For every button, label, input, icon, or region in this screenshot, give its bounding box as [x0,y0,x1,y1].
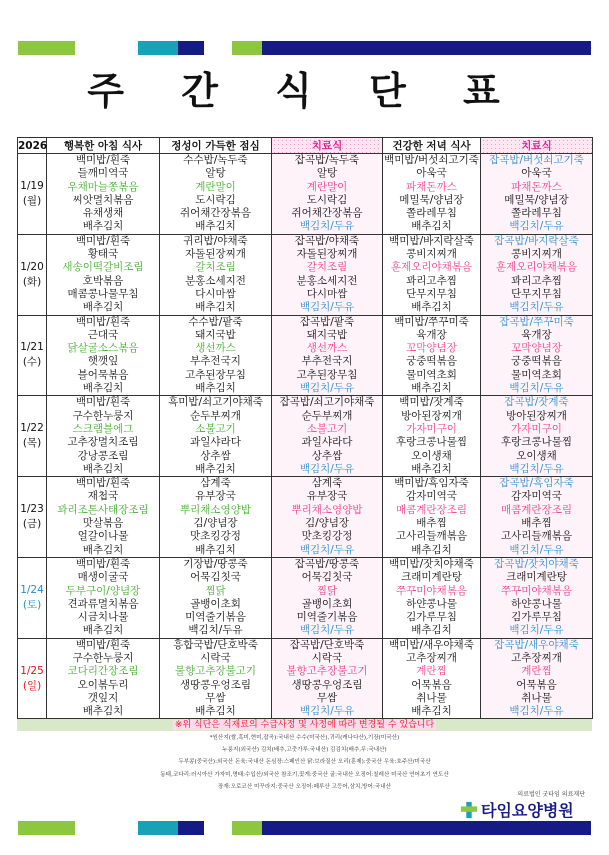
menu-item: 갯잎지 [87,691,119,704]
lunch-cell [160,154,272,235]
menu-item: 백미밥/잣치야채죽 [389,557,474,570]
menu-item: 갈치조림 [195,261,236,274]
menu-item: 오이생채 [516,449,557,462]
menu-item: 배추김치 [411,301,452,314]
menu-item: 백김치/두유 [509,382,564,395]
weekday-label: (토) [22,598,42,611]
menu-item: 가자미구이 [511,422,562,435]
menu-item: 배추김치 [82,382,124,395]
menu-item: 잡곡밥/흑임자죽 [499,477,574,490]
menu-item: 하얀콩나물 [511,597,562,610]
menu-item: 파채돈까스 [406,180,457,193]
menu-item: 고사리들깨볶음 [395,530,467,543]
menu-item: 어묵김칫국 [301,571,353,584]
menu-item: 잡곡밥/잣치야채죽 [494,557,579,570]
lunch-diet-cell [272,396,383,477]
menu-item: 유채생채 [82,207,124,220]
date-cell [18,315,47,396]
menu-item: 하얀콩나물 [406,597,457,610]
bottom-color-bar [18,821,591,835]
menu-item: 감자미역국 [511,490,562,503]
dinner-cell [383,234,481,315]
menu-item: 다시마쌈 [306,287,348,300]
menu-item: 잡곡밥/새우야채죽 [494,638,579,651]
menu-item: 고추된장무침 [185,368,246,381]
lunch-diet-cell [272,477,383,558]
menu-item: 배추김치 [82,462,124,475]
dinner-diet-cell [481,315,593,396]
menu-item: 맛초킹강정 [301,530,353,543]
menu-item: 시금치나물 [77,611,129,624]
menu-item: 고추장찌개 [511,651,562,664]
menu-item: 백김치/두유 [509,301,564,314]
origin-line: 누룽지(외국산) 김치(배추,고춧가루:국내산) 김김치(배추,무:국내산) [222,747,387,754]
menu-item: 백미밥/버섯쇠고기죽 [384,154,479,166]
menu-item: 수수밥/녹두죽 [183,154,248,166]
menu-item: 도시락김 [195,193,236,206]
menu-item: 과일샤라다 [190,436,241,449]
menu-item: 꽈리조톤사태장조림 [57,503,149,516]
menu-item: 계란찜 [416,665,447,678]
menu-item: 쭈꾸미야채볶음 [500,584,572,597]
menu-item: 배추김치 [411,624,452,637]
menu-item: 육개장 [521,328,552,341]
menu-item: 배추김치 [82,301,124,314]
breakfast-cell [47,557,160,638]
menu-item: 배추찜 [416,517,447,530]
menu-item: 계란말이 [195,180,236,193]
menu-item: 백김치/두유 [299,543,355,556]
menu-item: 잡곡밥/바지락살죽 [494,234,579,247]
menu-item: 배추김치 [82,705,124,718]
lunch-header: 정성이 가득한 점심 [160,138,272,154]
menu-item: 구수한누룽지 [72,651,134,664]
menu-item: 배추김치 [195,543,236,556]
menu-item: 꼬막양념장 [511,342,562,355]
menu-item: 스크램블에그 [72,422,134,435]
lunch-diet-cell [272,154,383,235]
menu-item: 견과류멸치볶음 [67,597,139,610]
menu-item: 맛초킹강정 [190,530,241,543]
menu-item: 불향고추장불고기 [174,665,257,678]
menu-row [18,477,593,558]
menu-item: 잡곡밥/쇠고기야채죽 [279,396,375,409]
menu-item: 알탕 [205,167,226,180]
dinner-diet-cell [481,477,593,558]
origin-line: *원산지(쌀,흑미,현미,잡곡):국내산 수수(미국산),귀리(캐나다산),기장(미국산) [209,735,400,741]
menu-item: 잡곡밥/버섯쇠고기죽 [489,154,584,166]
menu-item: 수수밥/팥죽 [188,315,243,328]
origin-line: 동태,코다리:러시아산 가자미,명태:수입산/외국산 참조기,꽃게:중국산 굴:국내산 오징어:칠레산 미국산 연어초기 연도산 [160,771,449,778]
date-label: 1/25 [20,664,44,677]
menu-item: 배추김치 [82,220,124,233]
lunch-cell [160,638,272,719]
menu-item: 감자미역국 [406,490,457,503]
dinner-diet-header: 치료식 [481,138,593,154]
menu-item: 백김치/두유 [188,624,243,637]
menu-item: 쫄라레무침 [406,207,457,220]
menu-item: 시락국 [311,651,343,664]
menu-item: 백미밥/흰죽 [75,396,131,409]
dinner-diet-cell [481,396,593,477]
menu-item: 백미밥/흰죽 [75,557,131,570]
menu-item: 백김치/두유 [509,543,564,556]
menu-item: 백미밥/쭈꾸미죽 [394,315,469,328]
menu-item: 부추전국지 [190,355,241,368]
menu-item: 백미밥/흰죽 [75,638,131,651]
menu-item: 햇깻잎 [87,355,119,368]
menu-item: 백김치/두유 [509,705,564,718]
menu-item: 후랑크콩나물찜 [500,436,572,449]
menu-item: 메밀묵/양념장 [504,193,569,206]
menu-item: 찜닭 [205,584,226,597]
date-cell [18,396,47,477]
menu-item: 꽈리고추찜 [406,274,457,287]
menu-item: 얼갈이나물 [77,530,129,543]
lunch-diet-cell [272,315,383,396]
menu-item: 쫄라레무침 [511,207,562,220]
menu-item: 꼬막양념장 [406,342,457,355]
menu-item: 무쌈 [205,691,226,704]
menu-item: 백미밥/흑임자죽 [394,477,469,490]
breakfast-cell [47,638,160,719]
menu-item: 블어묵볶음 [77,368,129,381]
weekday-label: (금) [22,518,42,531]
menu-item: 뿌리채소영양밥 [291,503,363,516]
menu-item: 과일샤라다 [301,436,353,449]
menu-item: 생선까스 [195,342,236,355]
menu-item: 기장밥/땅콩죽 [183,557,248,570]
menu-item: 물미역초회 [511,368,562,381]
breakfast-cell [47,315,160,396]
menu-item: 미역줄기볶음 [296,611,358,624]
menu-item: 배추김치 [195,301,236,314]
menu-item: 잡곡밥/녹두죽 [294,154,360,166]
menu-item: 훈제오리야채볶음 [495,261,578,274]
menu-item: 배추김치 [411,220,452,233]
date-label: 1/21 [20,341,44,354]
menu-item: 강낭콩조림 [77,449,129,462]
date-label: 1/22 [20,422,44,435]
menu-item: 쥐어채간장볶음 [179,207,251,220]
table-header-row [18,138,593,154]
menu-item: 배추김치 [195,382,236,395]
menu-item: 고추장찌개 [406,651,457,664]
menu-item: 생선까스 [306,342,348,355]
menu-item: 골뱅이초회 [301,597,353,610]
menu-item: 어묵볶음 [516,678,557,691]
menu-item: 뿌리채소영양밥 [179,503,251,516]
date-cell [18,638,47,719]
menu-item: 잡곡밥/단호박죽 [289,638,365,651]
weekday-label: (수) [22,356,42,369]
dinner-diet-cell [481,557,593,638]
menu-item: 매콤계란장조림 [500,503,572,516]
menu-item: 배추김치 [82,624,124,637]
menu-item: 들깨미역국 [77,167,129,180]
menu-item: 호박볶음 [82,274,124,287]
menu-item: 훈제오리야채볶음 [390,261,473,274]
menu-item: 꽈리고추찜 [511,274,562,287]
menu-item: 어묵김칫국 [190,571,241,584]
menu-item: 부추전국지 [301,355,353,368]
menu-item: 콩비지찌개 [511,248,562,261]
menu-item: 상추쌈 [311,449,343,462]
lunch-diet-cell [272,638,383,719]
menu-item: 후랑크콩나물찜 [395,436,467,449]
menu-item: 고추장멸치조림 [67,436,139,449]
origin-info [17,732,592,793]
menu-item: 백미밥/흰죽 [75,234,131,247]
menu-item: 배추김치 [82,543,124,556]
menu-item: 백김치/두유 [299,382,355,395]
menu-item: 잡곡밥/땅콩죽 [294,557,360,570]
origin-line: 두부콩(중국산):외국산 돈육:국내산 돈심장:스페인산 닭:브라질산 오리(훈제):중국산 우육:호주산/미국산 [178,759,431,766]
menu-change-notice: ※위 식단은 식재료의 수급사정 및 사정에 따라 변경될 수 있습니다 [17,719,592,731]
menu-item: 갈치조림 [306,261,348,274]
menu-item: 배추찜 [521,517,552,530]
dinner-cell [383,557,481,638]
menu-item: 잡곡밥/쭈꾸미죽 [499,315,574,328]
lunch-diet-cell [272,234,383,315]
date-cell [18,477,47,558]
lunch-cell [160,396,272,477]
menu-item: 다시마쌈 [195,287,236,300]
menu-item: 불향고추장불고기 [286,665,368,678]
menu-item: 새송이떡갈비조림 [62,261,144,274]
menu-item: 쥐어채간장볶음 [291,207,363,220]
menu-item: 김가루무침 [406,611,457,624]
menu-item: 삼계죽 [311,477,343,490]
menu-item: 잡곡밥/야채죽 [294,234,360,247]
menu-item: 백김치/두유 [299,705,355,718]
menu-item: 돼지국밥 [306,328,348,341]
menu-item: 백미밥/흰죽 [75,477,131,490]
hospital-name: 타임요양병원 [481,801,574,820]
breakfast-cell [47,396,160,477]
menu-item: 백미밥/바지락살죽 [389,234,474,247]
menu-item: 배추김치 [411,462,452,475]
menu-item: 백김치/두유 [509,624,564,637]
menu-item: 분홍소세지전 [296,274,358,287]
menu-item: 잡곡밥/잣계죽 [504,396,569,409]
menu-item: 맛살볶음 [82,517,124,530]
menu-item: 알탕 [316,167,338,180]
menu-item: 김가루무침 [511,611,562,624]
menu-item: 유부장국 [306,490,348,503]
menu-row [18,396,593,477]
dinner-header: 건강한 저녁 식사 [383,138,481,154]
menu-item: 계란말이 [306,180,348,193]
menu-item: 순두부찌개 [190,409,241,422]
dinner-cell [383,154,481,235]
menu-item: 메밀묵/양념장 [399,193,464,206]
top-color-bar [18,41,591,55]
menu-item: 흑미밥/쇠고기야채죽 [168,396,263,409]
menu-item: 가자미구이 [406,422,457,435]
menu-item: 쭈꾸미야채볶음 [395,584,467,597]
menu-item: 배추김치 [195,462,236,475]
menu-row [18,234,593,315]
menu-item: 고사리들깨볶음 [500,530,572,543]
menu-item: 시락국 [200,651,231,664]
menu-item: 궁중떡볶음 [406,355,457,368]
menu-row [18,154,593,235]
menu-item: 계란찜 [521,665,552,678]
hospital-subtitle: 의료법인 굿타임 의료재단 [517,791,585,798]
dinner-cell [383,477,481,558]
menu-item: 백김치/두유 [509,462,564,475]
menu-item: 골뱅이초회 [190,597,241,610]
menu-item: 어묵볶음 [411,678,452,691]
dinner-cell [383,396,481,477]
menu-item: 우채마늘쫑볶음 [67,180,139,193]
menu-item: 삼계죽 [200,477,231,490]
menu-item: 분홍소세지전 [185,274,246,287]
hospital-cross-icon [460,801,478,819]
menu-item: 구수한누룽지 [72,409,134,422]
menu-item: 백김치/두유 [509,220,564,233]
lunch-diet-cell [272,557,383,638]
menu-item: 배추김치 [411,382,452,395]
menu-item: 소불고기 [306,422,348,435]
menu-item: 김/양념장 [193,517,238,530]
menu-row [18,557,593,638]
menu-item: 무쌈 [316,691,338,704]
menu-item: 방아된장찌개 [506,409,567,422]
menu-item: 돼지국밥 [195,328,236,341]
date-label: 1/19 [20,179,44,192]
menu-row [18,638,593,719]
breakfast-cell [47,154,160,235]
menu-item: 귀리밥/야채죽 [183,234,248,247]
dinner-diet-cell [481,234,593,315]
menu-item: 아욱국 [521,167,552,180]
menu-item: 궁중떡볶음 [511,355,562,368]
menu-item: 백미밥/새우야채죽 [389,638,474,651]
menu-item: 백김치/두유 [299,624,355,637]
menu-item: 육개장 [416,328,447,341]
menu-item: 아욱국 [416,167,447,180]
weekday-label: (화) [22,275,42,288]
hospital-branding [460,789,595,821]
date-cell [18,234,47,315]
breakfast-cell [47,234,160,315]
menu-item: 도시락김 [306,193,348,206]
menu-item: 매생이굴국 [77,571,129,584]
menu-item: 자돌된장찌개 [296,248,358,261]
menu-item: 크래미계란탕 [401,571,462,584]
menu-row [18,315,593,396]
menu-item: 씨앗멸치볶음 [72,193,134,206]
menu-item: 고추된장무침 [296,368,358,381]
menu-item: 근대국 [87,328,119,341]
dinner-cell [383,638,481,719]
lunch-diet-header: 치료식 [272,138,383,154]
menu-item: 파채돈까스 [511,180,562,193]
menu-item: 자돌된장찌개 [185,248,246,261]
lunch-cell [160,315,272,396]
menu-item: 배추김치 [411,705,452,718]
page-title: 주 간 식 단 표 [87,69,522,113]
menu-item: 배추김치 [195,220,236,233]
menu-item: 백김치/두유 [299,462,355,475]
dinner-cell [383,315,481,396]
menu-item: 생땅콩우엉조림 [179,678,251,691]
dinner-diet-cell [481,154,593,235]
weekday-label: (목) [22,437,42,450]
menu-item: 단무지무침 [511,287,562,300]
menu-item: 두부구이/양념장 [65,584,141,597]
menu-item: 매콤콩나물무침 [67,287,139,300]
menu-item: 오이생채 [411,449,452,462]
dinner-diet-cell [481,638,593,719]
date-cell [18,154,47,235]
menu-item: 김/양념장 [304,517,350,530]
menu-item: 백김치/두유 [299,301,355,314]
menu-item: 황태국 [87,248,119,261]
menu-item: 코다리간장조림 [67,665,139,678]
menu-item: 물미역초회 [406,368,457,381]
weekday-label: (월) [22,194,42,207]
date-label: 1/23 [20,503,44,516]
menu-item: 배추김치 [195,705,236,718]
menu-item: 백미밥/흰죽 [75,315,131,328]
menu-item: 매콤계란장조림 [395,503,467,516]
menu-item: 재첩국 [87,490,119,503]
date-label: 1/24 [20,583,44,596]
menu-item: 백미밥/흰죽 [75,154,131,166]
menu-item: 생땅콩우엉조림 [291,678,363,691]
menu-item: 오이볶두리 [77,678,129,691]
breakfast-header: 행복한 아침 식사 [47,138,160,154]
menu-item: 크래미계란탕 [506,571,567,584]
menu-item: 순두부찌개 [301,409,353,422]
year-header: 2026 [18,139,48,152]
menu-item: 상추쌈 [200,449,231,462]
menu-item: 잡곡밥/팥죽 [299,315,355,328]
menu-item: 찜닭 [316,584,338,597]
menu-item: 닭살굴소스볶음 [67,342,139,355]
menu-item: 배추김치 [411,543,452,556]
menu-item: 취나물 [521,691,552,704]
weekday-label: (일) [22,679,42,692]
date-cell [18,557,47,638]
menu-item: 백김치/두유 [299,220,355,233]
menu-item: 방아된장찌개 [401,409,462,422]
menu-item: 단무지무침 [406,287,457,300]
lunch-cell [160,477,272,558]
menu-item: 취나물 [416,691,447,704]
menu-item: 흥합국밥/단호박죽 [173,638,258,651]
lunch-cell [160,234,272,315]
breakfast-cell [47,477,160,558]
menu-item: 유부장국 [195,490,236,503]
menu-item: 콩비지찌개 [406,248,457,261]
origin-line: 장재:오로코산 미꾸라지:중국산 오징어:페루산 고등어,삼치,방어:국내산 [217,783,392,790]
menu-item: 소불고기 [195,422,236,435]
lunch-cell [160,557,272,638]
date-label: 1/20 [20,260,44,273]
weekly-menu-table [17,137,593,719]
menu-item: 백미밥/잣계죽 [399,396,464,409]
menu-item: 미역줄기볶음 [185,611,246,624]
